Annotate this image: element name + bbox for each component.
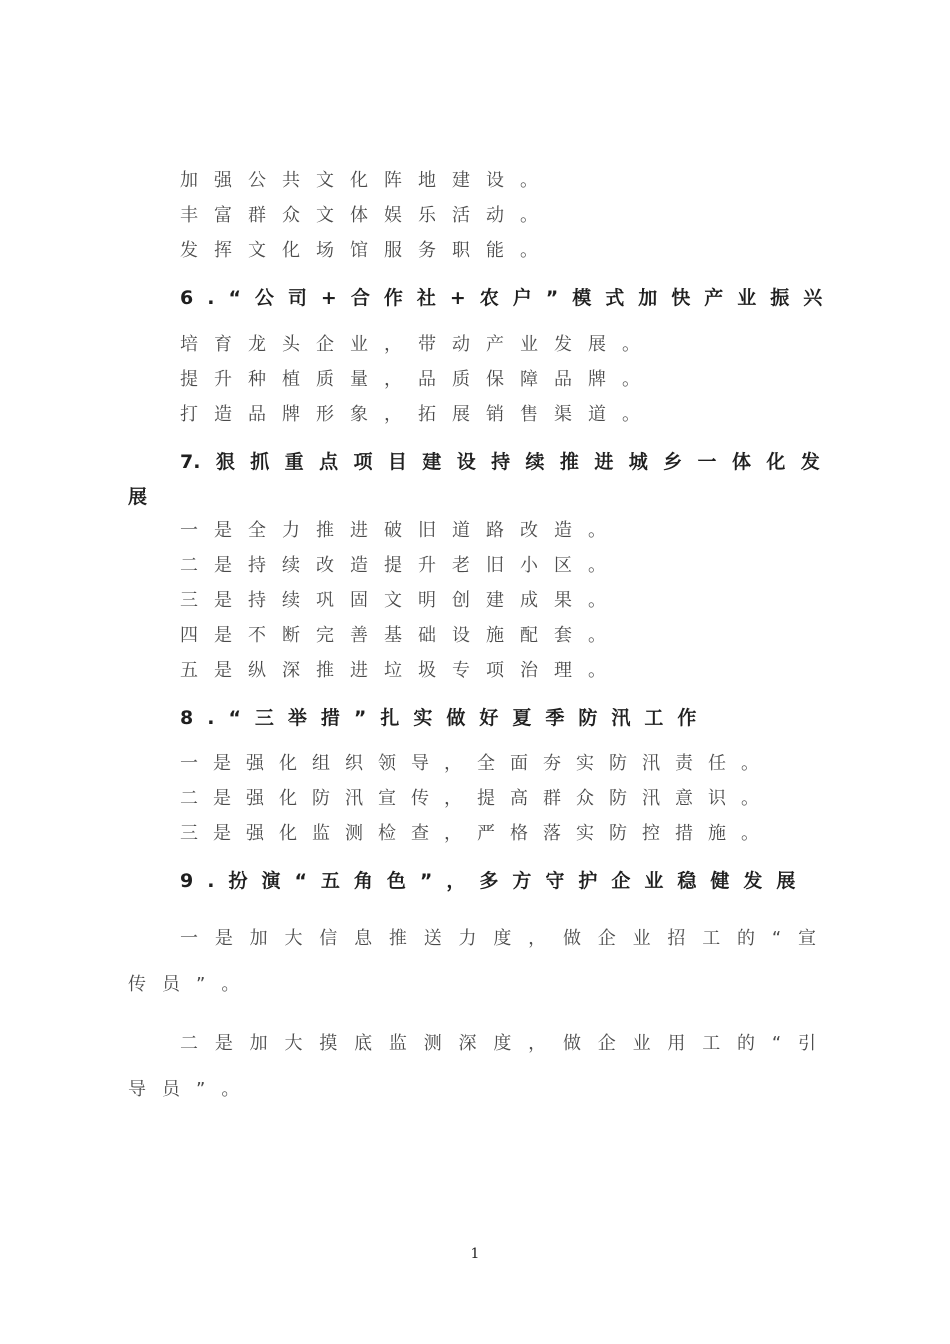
- list-item: 发挥文化场馆服务职能。: [180, 240, 554, 261]
- list-item: 三是持续巩固文明创建成果。: [180, 590, 622, 611]
- list-item: 二是强化防汛宣传，提高群众防汛意识。: [180, 788, 774, 809]
- section-heading: 7. 狠 抓 重 点 项 目 建 设 持 续 推 进 城 乡 一 体 化 发: [180, 451, 820, 473]
- list-item: 四是不断完善基础设施配套。: [180, 625, 622, 646]
- paragraph-line: 传员”。: [128, 974, 256, 995]
- list-item: 丰富群众文体娱乐活动。: [180, 205, 554, 226]
- paragraph-line: 一 是 加 大 信 息 推 送 力 度 ， 做 企 业 招 工 的 “ 宣: [180, 928, 816, 949]
- list-item: 一是强化组织领导，全面夯实防汛责任。: [180, 753, 774, 774]
- list-item: 三是强化监测检查，严格落实防控措施。: [180, 823, 774, 844]
- list-item: 一是全力推进破旧道路改造。: [180, 520, 622, 541]
- paragraph-line: 导员”。: [128, 1079, 256, 1100]
- page-number: 1: [470, 1246, 480, 1262]
- paragraph-line: 二 是 加 大 摸 底 监 测 深 度 ， 做 企 业 用 工 的 “ 引: [180, 1033, 816, 1054]
- section-heading: 9.扮演“五角色”，多方守护企业稳健发展: [180, 870, 810, 892]
- section-heading: 6.“公司+合作社+农户”模式加快产业振兴: [180, 287, 837, 309]
- list-item: 加强公共文化阵地建设。: [180, 170, 554, 191]
- list-item: 提升种植质量，品质保障品牌。: [180, 369, 656, 390]
- list-item: 打造品牌形象，拓展销售渠道。: [180, 404, 656, 425]
- list-item: 培育龙头企业，带动产业发展。: [180, 334, 656, 355]
- section-heading: 8.“三举措”扎实做好夏季防汛工作: [180, 707, 711, 729]
- list-item: 二是持续改造提升老旧小区。: [180, 555, 622, 576]
- list-item: 五是纵深推进垃圾专项治理。: [180, 660, 622, 681]
- section-heading-continuation: 展: [128, 486, 162, 508]
